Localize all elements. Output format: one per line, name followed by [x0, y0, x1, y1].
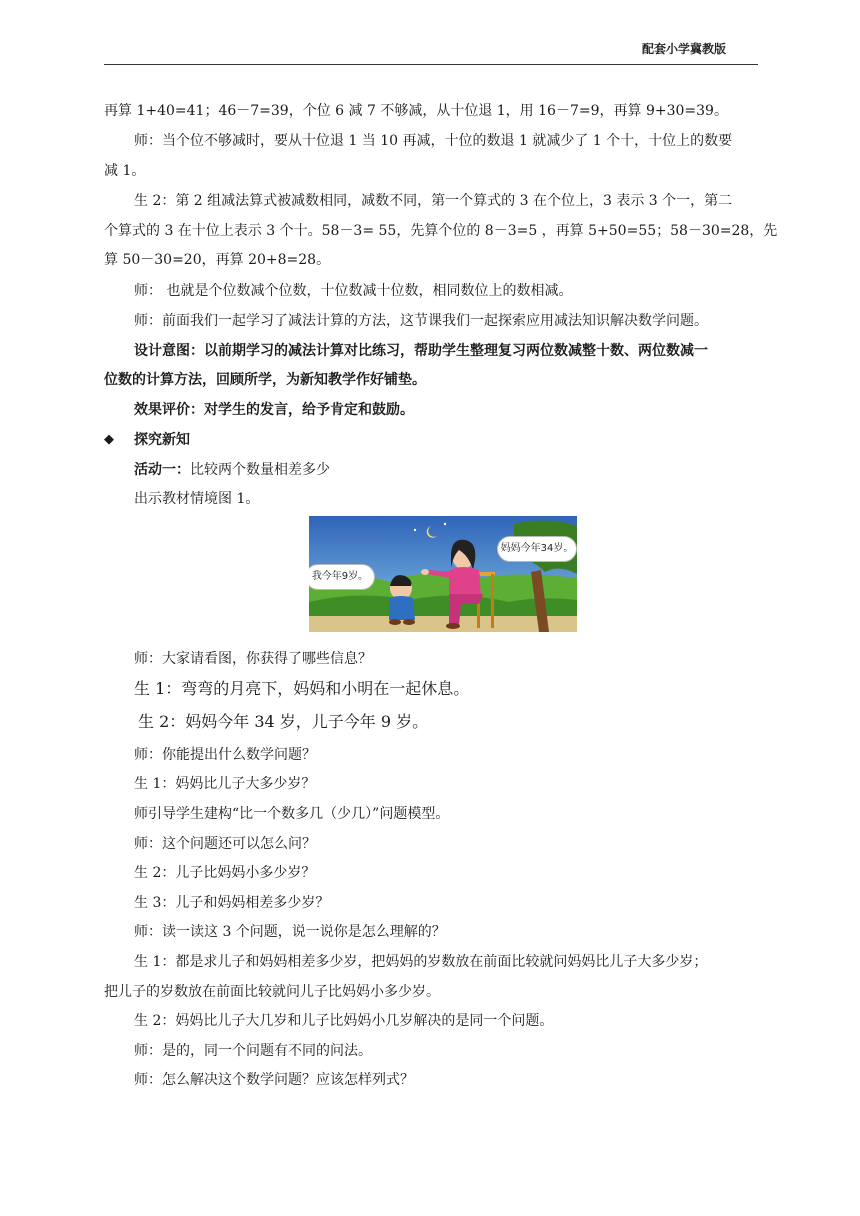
dialogue-line: 师：是的，同一个问题有不同的问法。	[134, 1043, 372, 1059]
show-figure-line: 出示教材情境图 1。	[134, 491, 260, 507]
design-intent-label: 设计意图：	[134, 343, 204, 359]
dialogue-line: 把儿子的岁数放在前面比较就问儿子比妈妈小多少岁。	[104, 984, 440, 1000]
dialogue-line: 生 1：弯弯的月亮下，妈妈和小明在一起休息。	[134, 679, 470, 698]
activity-text: 比较两个数量相差多少	[190, 462, 330, 478]
activity	[134, 460, 788, 480]
design-intent-text: 以前期学习的减法计算对比练习，帮助学生整理复习两位数减整十数、两位数减一	[204, 343, 708, 359]
dialogue-line: 师：读一读这 3 个问题，说一说你是怎么理解的？	[134, 924, 446, 940]
dialogue-line: 生 3：儿子和妈妈相差多少岁？	[134, 895, 330, 911]
dialogue-line: 生 2：儿子比妈妈小多少岁？	[134, 865, 316, 881]
scene-illustration	[309, 516, 577, 632]
paragraph-line: 师： 也就是个位数减个位数，十位数减十位数，相同数位上的数相减。	[134, 283, 573, 299]
paragraph-line: 个算式的 3 在十位上表示 3 个十。58－3= 55，先算个位的 8－3=5 ，再算 5+50=55；58－30=28，先	[104, 223, 778, 239]
design-intent	[134, 341, 788, 361]
dialogue-line: 生 1：都是求儿子和妈妈相差多少岁，把妈妈的岁数放在前面比较就问妈妈比儿子大多少岁；	[134, 954, 708, 970]
dialogue-line: 师：这个问题还可以怎么问？	[134, 836, 316, 852]
dialogue-line: 师：怎么解决这个数学问题？应该怎样列式？	[134, 1072, 414, 1088]
dialogue-line: 生 2：妈妈今年 34 岁，儿子今年 9 岁。	[138, 712, 429, 731]
dialogue-line: 师引导学生建构“比一个数多几（少几）”问题模型。	[134, 806, 450, 822]
evaluation-text: 对学生的发言，给予肯定和鼓励。	[204, 402, 414, 418]
son-speech-bubble: 我今年9岁。	[309, 564, 375, 590]
design-intent-text-cont: 位数的计算方法，回顾所学，为新知教学作好铺垫。	[104, 372, 426, 388]
paragraph-line: 生 2：第 2 组减法算式被减数相同，减数不同，第一个算式的 3 在个位上，3 表示 3 个一，第二	[134, 193, 733, 209]
paragraph-line: 减 1。	[104, 163, 146, 179]
dialogue-line: 生 1：妈妈比儿子大多少岁？	[134, 776, 316, 792]
edition-label: 配套小学冀教版	[641, 42, 726, 56]
paragraph-line: 算 50－30=20，再算 20+8=28。	[104, 252, 331, 268]
paragraph-line: 师：前面我们一起学习了减法计算的方法，这节课我们一起探索应用减法知识解决数学问题。	[134, 313, 708, 329]
paragraph-line: 师：当个位不够减时，要从十位退 1 当 10 再减，十位的数退 1 就减少了 1 个十，十位上的数要	[134, 133, 733, 149]
activity-label: 活动一：	[134, 462, 190, 478]
dialogue-line: 师：你能提出什么数学问题？	[134, 747, 316, 763]
evaluation-label: 效果评价：	[134, 402, 204, 418]
header-rule	[104, 64, 758, 65]
mom-speech-bubble: 妈妈今年34岁。	[497, 536, 577, 562]
section-title: 探究新知	[134, 432, 190, 448]
evaluation	[134, 400, 788, 420]
dialogue-line: 生 2：妈妈比儿子大几岁和儿子比妈妈小几岁解决的是同一个问题。	[134, 1013, 554, 1029]
diamond-bullet-icon: ◆	[104, 432, 114, 447]
paragraph-line: 再算 1+40=41；46－7=39，个位 6 减 7 不够减，从十位退 1，用 16－7=9，再算 9+30=39。	[104, 103, 728, 119]
dialogue-line: 师：大家请看图，你获得了哪些信息？	[134, 651, 372, 667]
